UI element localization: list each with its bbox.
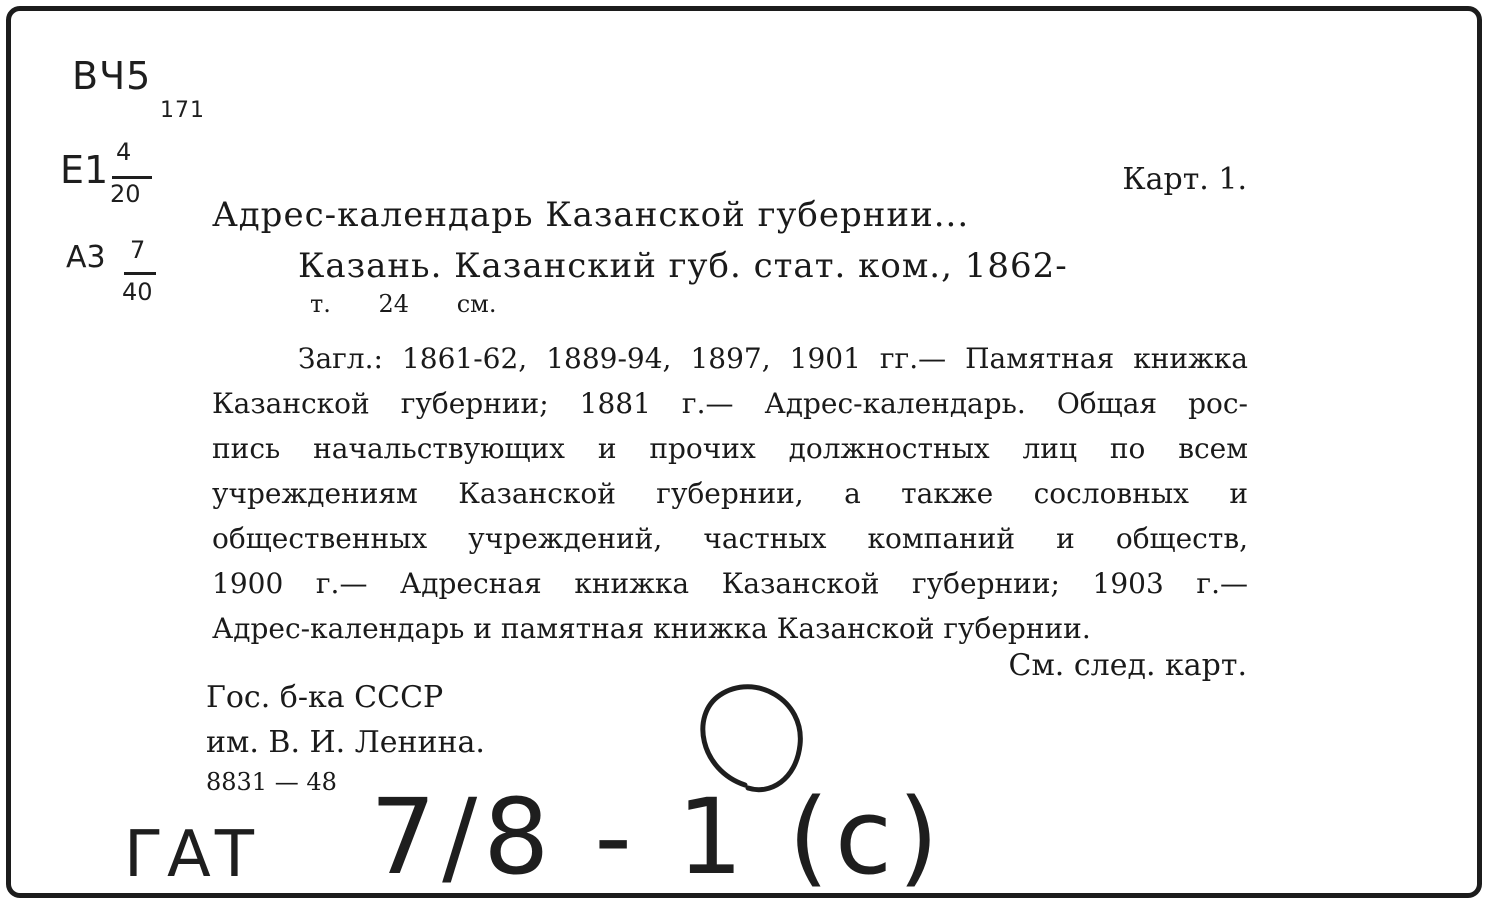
entry-collation: т. 24 см.	[310, 290, 497, 318]
notes-line: общественных учреждений, частных компаний и обществ,	[212, 522, 1248, 555]
notes-line: пись начальствующих и прочих должностных лиц по всем	[212, 432, 1248, 465]
library-imprint-line-1: Гос. б-ка СССР	[206, 680, 444, 715]
entry-title: Адрес-календарь Казанской губернии...	[212, 195, 970, 235]
entry-notes	[212, 336, 1248, 651]
shelf-mark-2-denominator: 40	[122, 278, 153, 306]
handwritten-shelf-mark-2	[66, 232, 196, 324]
shelf-mark-2-whole: А3	[66, 240, 106, 275]
handwritten-shelf-mark-1	[60, 138, 180, 218]
entry-imprint: Казань. Казанский губ. стат. ком., 1862-	[298, 246, 1068, 286]
notes-line: Адрес-календарь и памятная книжка Казанской губернии.	[212, 612, 1091, 645]
library-imprint-line-2: им. В. И. Ленина.	[206, 725, 485, 760]
fraction-bar	[112, 176, 152, 179]
notes-line: Казанской губернии; 1881 г.— Адрес-календарь. Общая рос-	[212, 387, 1248, 420]
shelf-mark-2-numerator: 7	[130, 236, 146, 264]
fraction-bar	[124, 272, 156, 275]
notes-line: 1900 г.— Адресная книжка Казанской губернии; 1903 г.—	[212, 567, 1248, 600]
card-number: Карт. 1.	[1122, 162, 1247, 197]
handwritten-call-number: ВЧ5	[72, 54, 152, 98]
shelf-mark-1-whole: Е1	[60, 148, 109, 192]
notes-line: учреждениям Казанской губернии, а также сословных и	[212, 477, 1248, 510]
notes-line: Загл.: 1861-62, 1889-94, 1897, 1901 гг.— Памятная книжка	[298, 342, 1248, 375]
see-next-card: См. след. карт.	[1008, 648, 1247, 683]
shelf-mark-1-denominator: 20	[110, 180, 141, 208]
handwritten-accession-number: 7/8 - 1 (с)	[370, 776, 945, 898]
handwritten-gat-label: ГАТ	[124, 818, 258, 892]
handwritten-call-number-sub: 171	[160, 98, 205, 123]
shelf-mark-1-numerator: 4	[116, 138, 132, 166]
print-number: 8831 — 48	[206, 768, 337, 796]
